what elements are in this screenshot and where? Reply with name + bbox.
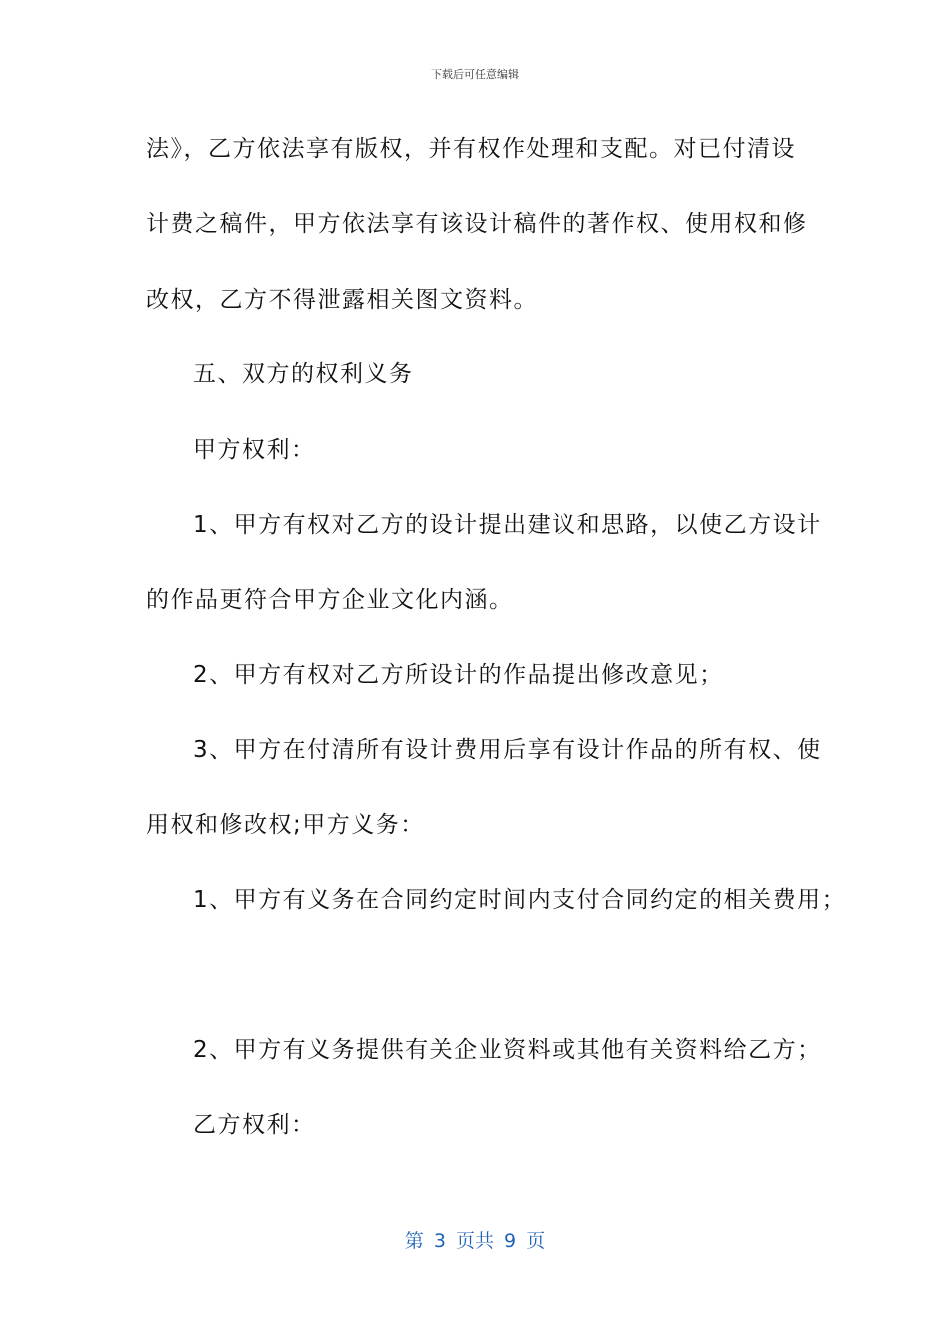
footer-current-page: 3 (433, 1230, 446, 1252)
footer-suffix: 页 (526, 1230, 546, 1252)
paragraph-line-3: 改权，乙方不得泄露相关图文资料。 (146, 287, 538, 313)
paragraph-line-6: 1、甲方有权对乙方的设计提出建议和思路，以使乙方设计 (193, 512, 822, 538)
footer-middle: 页共 (455, 1230, 494, 1252)
paragraph-line-9: 3、甲方在付清所有设计费用后享有设计作品的所有权、使 (193, 737, 822, 763)
paragraph-line-7: 的作品更符合甲方企业文化内涵。 (146, 587, 514, 613)
paragraph-line-2: 计费之稿件，甲方依法享有该设计稿件的著作权、使用权和修 (146, 211, 808, 237)
paragraph-line-8: 2、甲方有权对乙方所设计的作品提出修改意见； (193, 662, 724, 688)
footer-prefix: 第 (404, 1230, 424, 1252)
party-a-rights-heading: 甲方权利： (193, 437, 316, 463)
paragraph-line-10: 用权和修改权;甲方义务： (146, 812, 425, 838)
paragraph-line-12: 2、甲方有义务提供有关企业资料或其他有关资料给乙方； (193, 1037, 822, 1063)
section-heading: 五、双方的权利义务 (193, 361, 414, 387)
party-b-rights-heading: 乙方权利： (193, 1112, 316, 1138)
paragraph-line-1: 法》，乙方依法享有版权，并有权作处理和支配。对已付清设 (146, 136, 796, 162)
download-note: 下载后可任意编辑 (431, 68, 519, 81)
paragraph-line-11: 1、甲方有义务在合同约定时间内支付合同约定的相关费用； (193, 887, 847, 913)
footer-total-pages: 9 (504, 1230, 517, 1252)
page-number-footer (0, 1226, 950, 1253)
